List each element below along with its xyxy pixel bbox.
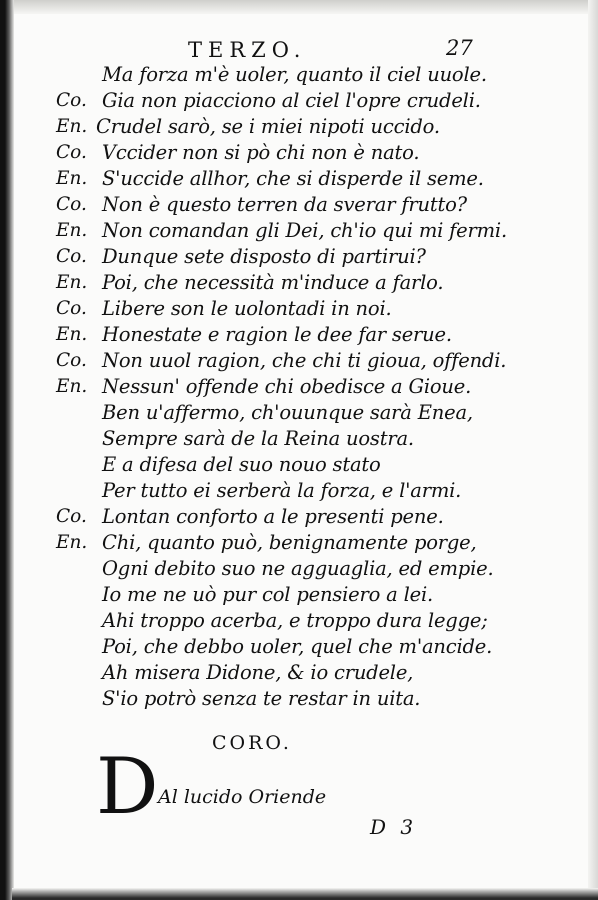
speaker-label: Co. bbox=[56, 142, 87, 163]
verse-line bbox=[0, 400, 598, 426]
verse-text: E a difesa del suo nouo stato bbox=[102, 453, 381, 476]
verse-line bbox=[0, 686, 598, 712]
verse-text: Poi, che debbo uoler, quel che m'ancide. bbox=[102, 635, 493, 658]
verse-text: Non è questo terren da sverar frutto? bbox=[102, 193, 467, 216]
running-head: TERZO. bbox=[188, 38, 307, 62]
verse-line bbox=[0, 556, 598, 582]
speaker-label: En. bbox=[56, 272, 88, 293]
speaker-label: Co. bbox=[56, 246, 87, 267]
page-top-shadow bbox=[0, 0, 598, 14]
drop-cap-letter: D bbox=[96, 742, 159, 832]
verse-text: Ahi troppo acerba, e troppo dura legge; bbox=[102, 609, 488, 632]
speaker-label: Co. bbox=[56, 506, 87, 527]
verse-text: Vccider non si pò chi non è nato. bbox=[102, 141, 420, 164]
verse-line bbox=[0, 582, 598, 608]
verse-line bbox=[0, 88, 598, 114]
verse-line bbox=[0, 452, 598, 478]
verse-line bbox=[0, 140, 598, 166]
verse-text: Lontan conforto a le presenti pene. bbox=[102, 505, 444, 528]
speaker-label: En. bbox=[56, 376, 88, 397]
verse-line bbox=[0, 296, 598, 322]
page-bottom-edge bbox=[12, 888, 598, 900]
verse-line bbox=[0, 504, 598, 530]
verse-text: Non comandan gli Dei, ch'io qui mi fermi. bbox=[102, 219, 507, 242]
verse-line bbox=[0, 322, 598, 348]
chorus-title: CORO. bbox=[212, 732, 292, 754]
verse-text: Io me ne uò pur col pensiero a lei. bbox=[102, 583, 433, 606]
verse-text: Ma forza m'è uoler, quanto il ciel uuole. bbox=[102, 63, 487, 86]
verse-line bbox=[0, 114, 598, 140]
verse-line bbox=[0, 426, 598, 452]
verse-text: Ben u'affermo, ch'ouunque sarà Enea, bbox=[102, 401, 473, 424]
verse-text: Nessun' offende chi obedisce a Gioue. bbox=[102, 375, 472, 398]
speaker-label: Co. bbox=[56, 298, 87, 319]
verse-line bbox=[0, 166, 598, 192]
speaker-label: En. bbox=[56, 324, 88, 345]
speaker-label: En. bbox=[56, 116, 88, 137]
verse-text: Ogni debito suo ne agguaglia, ed empie. bbox=[102, 557, 494, 580]
verse-line bbox=[0, 660, 598, 686]
verse-line bbox=[0, 374, 598, 400]
verse-line bbox=[0, 244, 598, 270]
verse-text: Non uuol ragion, che chi ti gioua, offendi. bbox=[102, 349, 507, 372]
page-number: 27 bbox=[446, 36, 473, 60]
verse-text: Gia non piacciono al ciel l'opre crudeli. bbox=[102, 89, 481, 112]
verse-line bbox=[0, 634, 598, 660]
speaker-label: Co. bbox=[56, 350, 87, 371]
verse-text: Sempre sarà de la Reina uostra. bbox=[102, 427, 414, 450]
verse-text: Crudel sarò, se i miei nipoti uccido. bbox=[96, 115, 440, 138]
verse-line bbox=[0, 478, 598, 504]
verse-line bbox=[0, 530, 598, 556]
verse-text: Poi, che necessità m'induce a farlo. bbox=[102, 271, 444, 294]
chorus-first-line: Al lucido Oriende bbox=[158, 786, 327, 808]
verse-text: Per tutto ei serberà la forza, e l'armi. bbox=[102, 479, 462, 502]
speaker-label: Co. bbox=[56, 90, 87, 111]
verse-text: Libere son le uolontadi in noi. bbox=[102, 297, 392, 320]
speaker-label: En. bbox=[56, 532, 88, 553]
verse-line bbox=[0, 62, 598, 88]
verse-text: S'io potrò senza te restar in uita. bbox=[102, 687, 421, 710]
speaker-label: En. bbox=[56, 168, 88, 189]
verse-text: S'uccide allhor, che si disperde il seme. bbox=[102, 167, 484, 190]
verse-text: Ah misera Didone, & io crudele, bbox=[102, 661, 414, 684]
verse-line bbox=[0, 270, 598, 296]
verse-text: Honestate e ragion le dee far serue. bbox=[102, 323, 452, 346]
verse-line bbox=[0, 348, 598, 374]
verse-text: Chi, quanto può, benignamente porge, bbox=[102, 531, 477, 554]
speaker-label: Co. bbox=[56, 194, 87, 215]
verse-line bbox=[0, 218, 598, 244]
speaker-label: En. bbox=[56, 220, 88, 241]
verse-line bbox=[0, 608, 598, 634]
verse-text: Dunque sete disposto di partirui? bbox=[102, 245, 426, 268]
signature-mark: D 3 bbox=[370, 815, 418, 839]
verse-line bbox=[0, 192, 598, 218]
